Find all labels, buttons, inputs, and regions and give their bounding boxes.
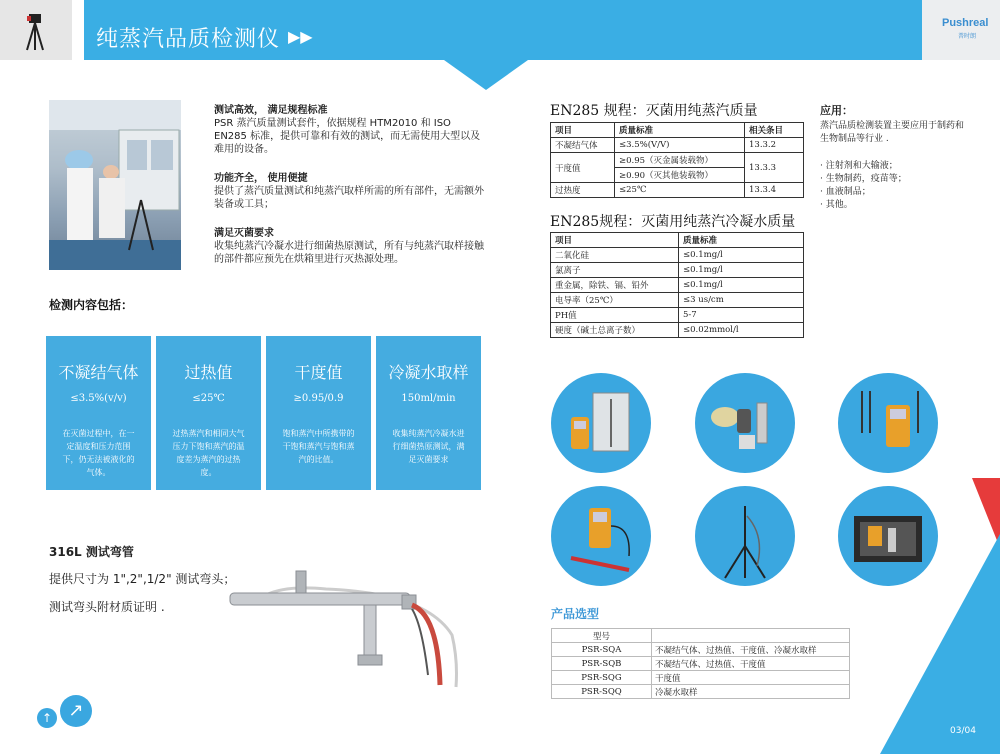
side-icon-box xyxy=(0,0,72,60)
table-header: 质量标准 xyxy=(679,233,804,248)
table1-title: EN285 规程：灭菌用纯蒸汽质量 xyxy=(550,103,758,119)
product-image-circle xyxy=(838,373,938,473)
intro-heading: 满足灭菌要求 xyxy=(214,228,274,239)
table-cell: ≤0.02mmol/l xyxy=(679,323,804,338)
product-image-circle xyxy=(695,373,795,473)
intro-block-2 xyxy=(214,172,484,211)
table-cell: 电导率（25℃） xyxy=(551,293,679,308)
table-cell: 重金属，除铁、镉、铅外 xyxy=(551,278,679,293)
tripod-icon xyxy=(0,0,72,60)
steam-quality-table xyxy=(550,122,804,198)
table-row xyxy=(551,293,804,308)
card-value: ≥0.95/0.9 xyxy=(293,393,344,404)
card-title: 不凝结气体 xyxy=(58,363,139,382)
intro-heading: 功能齐全， 使用便捷 xyxy=(214,173,308,184)
table-cell: ≤3.5%(V/V) xyxy=(615,138,745,153)
table-header-row xyxy=(551,123,804,138)
arrow-up-right-icon[interactable]: ↗ xyxy=(60,695,92,727)
intro-heading: 测试高效， 满足规程标准 xyxy=(214,105,328,116)
table-row xyxy=(551,278,804,293)
product-image-circle xyxy=(551,486,651,586)
brand-logo: Pushreal xyxy=(942,17,989,29)
intro-text: PSR 蒸汽质量测试套件，依据规程 HTM2010 和 ISO EN285 标准，提供可靠和有效的测试，而无需使用大型以及难用的设备。 xyxy=(214,118,481,155)
table-row xyxy=(551,323,804,338)
spec-card xyxy=(266,336,371,490)
bend-line: 提供尺寸为 1",2",1/2" 测试弯头； xyxy=(49,572,236,586)
table-row xyxy=(552,671,850,685)
table-cell: 二氧化硅 xyxy=(551,248,679,263)
table-header: 质量标准 xyxy=(615,123,745,138)
table-cell: PSR-SQB xyxy=(552,657,652,671)
table-header: 型号 xyxy=(552,629,652,643)
table-row xyxy=(551,263,804,278)
card-value: 150ml/min xyxy=(401,393,456,404)
list-item: · 生物制药，疫苗等； xyxy=(820,174,907,184)
logo-box xyxy=(922,0,1000,60)
list-item: · 注射剂和大输液； xyxy=(820,161,898,171)
table-cell: 干度值 xyxy=(551,153,615,183)
page-title: 纯蒸汽品质检测仪 xyxy=(96,27,281,52)
table-cell: ≤0.1mg/l xyxy=(679,278,804,293)
test-bend-pipe-image xyxy=(226,565,462,690)
table-cell: PH值 xyxy=(551,308,679,323)
table-row xyxy=(552,643,850,657)
table-cell: ≤0.1mg/l xyxy=(679,248,804,263)
table-row xyxy=(551,248,804,263)
card-title: 干度值 xyxy=(294,363,343,382)
card-title: 过热值 xyxy=(184,363,233,382)
page-number: 03/04 xyxy=(950,726,976,736)
list-item: · 其他。 xyxy=(820,200,853,210)
table-cell: 不凝结气体 xyxy=(551,138,615,153)
table-cell: 13.3.3 xyxy=(745,153,804,183)
application-list xyxy=(820,160,907,212)
table-cell: 13.3.4 xyxy=(745,183,804,198)
intro-block-3 xyxy=(214,227,484,266)
product-selection-table xyxy=(551,628,850,699)
table-cell: PSR-SQA xyxy=(552,643,652,657)
table-header-row xyxy=(551,233,804,248)
table-cell: 不凝结气体、过热值、干度值、冷凝水取样 xyxy=(652,643,850,657)
bend-line: 测试弯头附材质证明 . xyxy=(49,600,165,614)
table-cell: 硬度（碱土总离子数） xyxy=(551,323,679,338)
table-cell: 5-7 xyxy=(679,308,804,323)
spec-card xyxy=(156,336,261,490)
list-item: · 血液制品； xyxy=(820,187,871,197)
double-arrow-icon: ▶▶ xyxy=(288,27,313,46)
spec-card xyxy=(46,336,151,490)
card-value: ≤25℃ xyxy=(192,393,225,404)
table-cell: 冷凝水取样 xyxy=(652,685,850,699)
table-header: 相关条目 xyxy=(745,123,804,138)
table-cell: 不凝结气体、过热值、干度值 xyxy=(652,657,850,671)
spec-card xyxy=(376,336,481,490)
table-header: 项目 xyxy=(551,123,615,138)
table2-title: EN285规程：灭菌用纯蒸汽冷凝水质量 xyxy=(550,214,796,230)
table-row xyxy=(552,685,850,699)
application-desc: 蒸汽品质检测装置主要应用于制药和生物制品等行业 . xyxy=(820,121,965,144)
table-cell: 过热度 xyxy=(551,183,615,198)
table-row xyxy=(551,308,804,323)
table-row xyxy=(552,657,850,671)
card-desc: 在灭菌过程中，在一定温度和压力范围下，仍无法被液化的气体。 xyxy=(62,429,135,477)
table-row xyxy=(551,138,804,153)
application-title: 应用： xyxy=(820,104,853,117)
table-cell: 13.3.2 xyxy=(745,138,804,153)
selection-title: 产品选型 xyxy=(551,607,600,621)
table-header-row xyxy=(552,629,850,643)
table-row xyxy=(551,153,804,168)
table-cell: ≤3 us/cm xyxy=(679,293,804,308)
header-notch xyxy=(444,60,528,90)
table-cell: PSR-SQQ xyxy=(552,685,652,699)
card-desc: 过热蒸汽和相同大气压力下饱和蒸汽的温度差为蒸汽的过热度。 xyxy=(172,429,245,477)
detect-title: 检测内容包括： xyxy=(49,298,134,312)
intro-text: 提供了蒸汽质量测试和纯蒸汽取样所需的所有部件，无需额外装备或工具； xyxy=(214,186,484,210)
brand-logo-sub: 普时朗 xyxy=(958,33,977,40)
table-header-empty xyxy=(652,629,850,643)
arrow-up-icon[interactable]: ↑ xyxy=(37,708,57,728)
intro-text: 收集纯蒸汽冷凝水进行细菌热原测试，所有与纯蒸汽取样接触的部件都应预先在烘箱里进行灭热源处理。 xyxy=(214,241,484,265)
table-cell: ≤25℃ xyxy=(615,183,745,198)
product-image-circle xyxy=(551,373,651,473)
bend-title: 316L 测试弯管 xyxy=(49,545,134,559)
table-cell: 干度值 xyxy=(652,671,850,685)
table-cell: PSR-SQG xyxy=(552,671,652,685)
intro-block-1 xyxy=(214,104,484,156)
card-value: ≤3.5%(v/v) xyxy=(70,393,127,404)
product-image-circle xyxy=(695,486,795,586)
table-cell: ≥0.95（灭金属装载物） xyxy=(615,153,745,168)
card-title: 冷凝水取样 xyxy=(388,363,469,382)
card-desc: 收集纯蒸汽冷凝水进行细菌热原测试，满足灭菌要求 xyxy=(392,429,465,464)
lab-photo xyxy=(49,100,181,270)
card-desc: 饱和蒸汽中所携带的干饱和蒸汽与饱和蒸汽的比值。 xyxy=(282,429,355,464)
table-header: 项目 xyxy=(551,233,679,248)
table-cell: ≤0.1mg/l xyxy=(679,263,804,278)
condensate-quality-table xyxy=(550,232,804,338)
corner-blue-decoration xyxy=(880,534,1000,754)
table-cell: ≥0.90（灭其他装载物） xyxy=(615,168,745,183)
table-cell: 氯离子 xyxy=(551,263,679,278)
table-row xyxy=(551,183,804,198)
